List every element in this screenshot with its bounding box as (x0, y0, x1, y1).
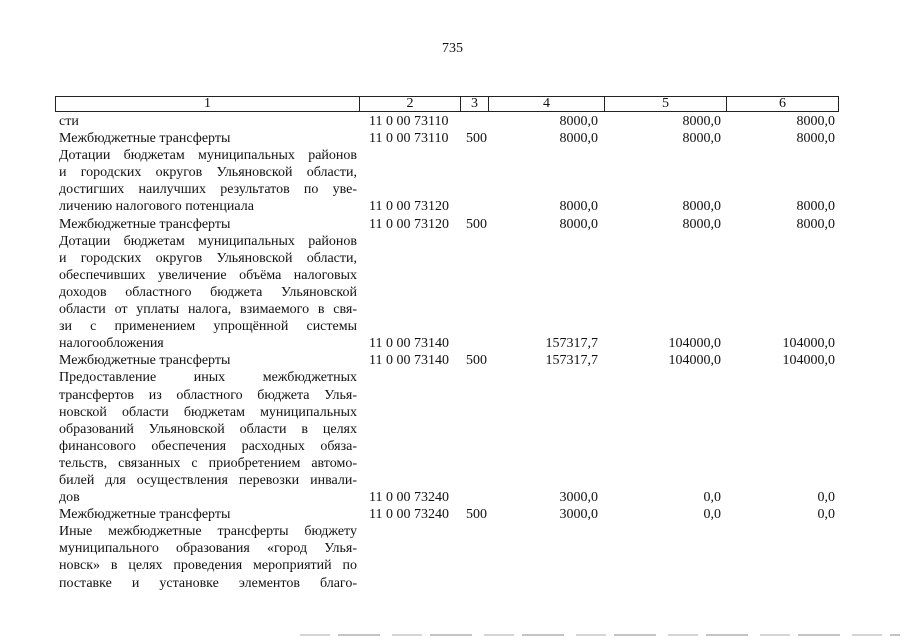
description-line: области от уплаты налога, взимаемого в свя- (59, 302, 357, 318)
row-value-col6: 104000,0 (782, 353, 835, 369)
row-expense-type: 500 (466, 131, 487, 147)
row-value-col6: 8000,0 (796, 199, 835, 215)
description-line: Дотации бюджетам муниципальных районов (59, 148, 357, 164)
header-col-4: 4 (543, 96, 550, 111)
description-line: зи с применением упрощённой системы (59, 319, 357, 335)
row-code: 11 0 00 73140 (369, 336, 449, 352)
row-code: 11 0 00 73120 (369, 216, 449, 232)
table-row (0, 233, 905, 353)
description-line: и городских округов Ульяновской области, (59, 250, 357, 266)
row-code: 11 0 00 73110 (369, 114, 449, 129)
row-value-col4: 8000,0 (559, 199, 598, 215)
description-line: муниципального образования «город Улья- (59, 541, 357, 557)
row-value-col6: 8000,0 (796, 131, 835, 147)
table-row (0, 369, 905, 506)
row-value-col4: 157317,7 (545, 353, 598, 369)
description-line: сти (59, 114, 79, 129)
row-description (59, 216, 357, 233)
description-line: образований Ульяновской области в целях (59, 421, 357, 437)
description-line: новск» в целях проведения мероприятий по (59, 558, 357, 574)
row-description (59, 523, 357, 591)
row-value-col5: 8000,0 (682, 114, 721, 129)
description-line: трансфертов из областного бюджета Улья- (59, 387, 357, 403)
row-value-col5: 104000,0 (668, 353, 721, 369)
row-value-col4: 3000,0 (559, 490, 598, 506)
table-row (0, 523, 905, 591)
row-value-col4: 157317,7 (545, 336, 598, 352)
row-value-col6: 8000,0 (796, 216, 835, 232)
description-line: тельств, связанных с приобретением автомо- (59, 455, 357, 471)
row-expense-type: 500 (466, 507, 487, 523)
table-row (0, 113, 905, 130)
row-description (59, 369, 357, 506)
description-line: Межбюджетные трансферты (59, 131, 231, 147)
description-line: Межбюджетные трансферты (59, 353, 231, 369)
row-value-col4: 8000,0 (559, 216, 598, 232)
table-row (0, 216, 905, 233)
description-line: дов (59, 490, 80, 506)
row-description (59, 233, 357, 353)
description-line: поставке и установке элементов благо- (59, 575, 357, 591)
row-code: 11 0 00 73240 (369, 507, 449, 523)
description-line: доходов областного бюджета Ульяновской (59, 284, 357, 300)
row-value-col5: 104000,0 (668, 336, 721, 352)
table-body (0, 113, 905, 592)
row-value-col4: 8000,0 (559, 114, 598, 129)
row-expense-type: 500 (466, 353, 487, 369)
row-code: 11 0 00 73120 (369, 199, 449, 215)
row-expense-type: 500 (466, 216, 487, 232)
table-row (0, 352, 905, 369)
row-value-col5: 8000,0 (682, 216, 721, 232)
description-line: Межбюджетные трансферты (59, 507, 231, 523)
description-line: новской области бюджетам муниципальных (59, 404, 357, 420)
description-line: личению налогового потенциала (59, 199, 254, 215)
description-line: Дотации бюджетам муниципальных районов (59, 233, 357, 249)
row-value-col5: 0,0 (703, 490, 721, 506)
row-value-col6: 0,0 (817, 490, 835, 506)
row-value-col5: 0,0 (703, 507, 721, 523)
row-value-col4: 8000,0 (559, 131, 598, 147)
description-line: Иные межбюджетные трансферты бюджету (59, 524, 357, 540)
page-number: 735 (442, 41, 463, 56)
description-line: налогообложения (59, 336, 164, 352)
row-description (59, 352, 357, 369)
row-value-col6: 8000,0 (796, 114, 835, 129)
scan-artifact-line (300, 634, 900, 636)
row-value-col6: 0,0 (817, 507, 835, 523)
row-value-col5: 8000,0 (682, 199, 721, 215)
description-line: и городских округов Ульяновской области, (59, 165, 357, 181)
row-description (59, 130, 357, 147)
description-line: Предоставление иных межбюджетных (59, 370, 357, 386)
table-header-row (55, 96, 839, 112)
description-line: Межбюджетные трансферты (59, 216, 231, 232)
row-description (59, 147, 357, 215)
header-col-6: 6 (779, 96, 786, 111)
header-col-2: 2 (406, 96, 414, 111)
row-description (59, 113, 357, 130)
row-code: 11 0 00 73240 (369, 490, 449, 506)
header-col-1: 1 (204, 96, 211, 111)
table-row (0, 147, 905, 215)
row-description (59, 506, 357, 523)
description-line: обеспечивших увеличение объёма налоговых (59, 267, 357, 283)
row-value-col6: 104000,0 (782, 336, 835, 352)
description-line: достигших наилучших результатов по уве- (59, 182, 357, 198)
row-value-col4: 3000,0 (559, 507, 598, 523)
row-code: 11 0 00 73140 (369, 353, 449, 369)
description-line: билей для осуществления перевозки инвали- (59, 472, 357, 488)
row-value-col5: 8000,0 (682, 131, 721, 147)
header-col-3: 3 (471, 96, 478, 111)
table-row (0, 130, 905, 147)
table-row (0, 506, 905, 523)
row-code: 11 0 00 73110 (369, 131, 449, 147)
description-line: финансового обеспечения расходных обяза- (59, 438, 357, 454)
header-col-5: 5 (662, 96, 669, 111)
